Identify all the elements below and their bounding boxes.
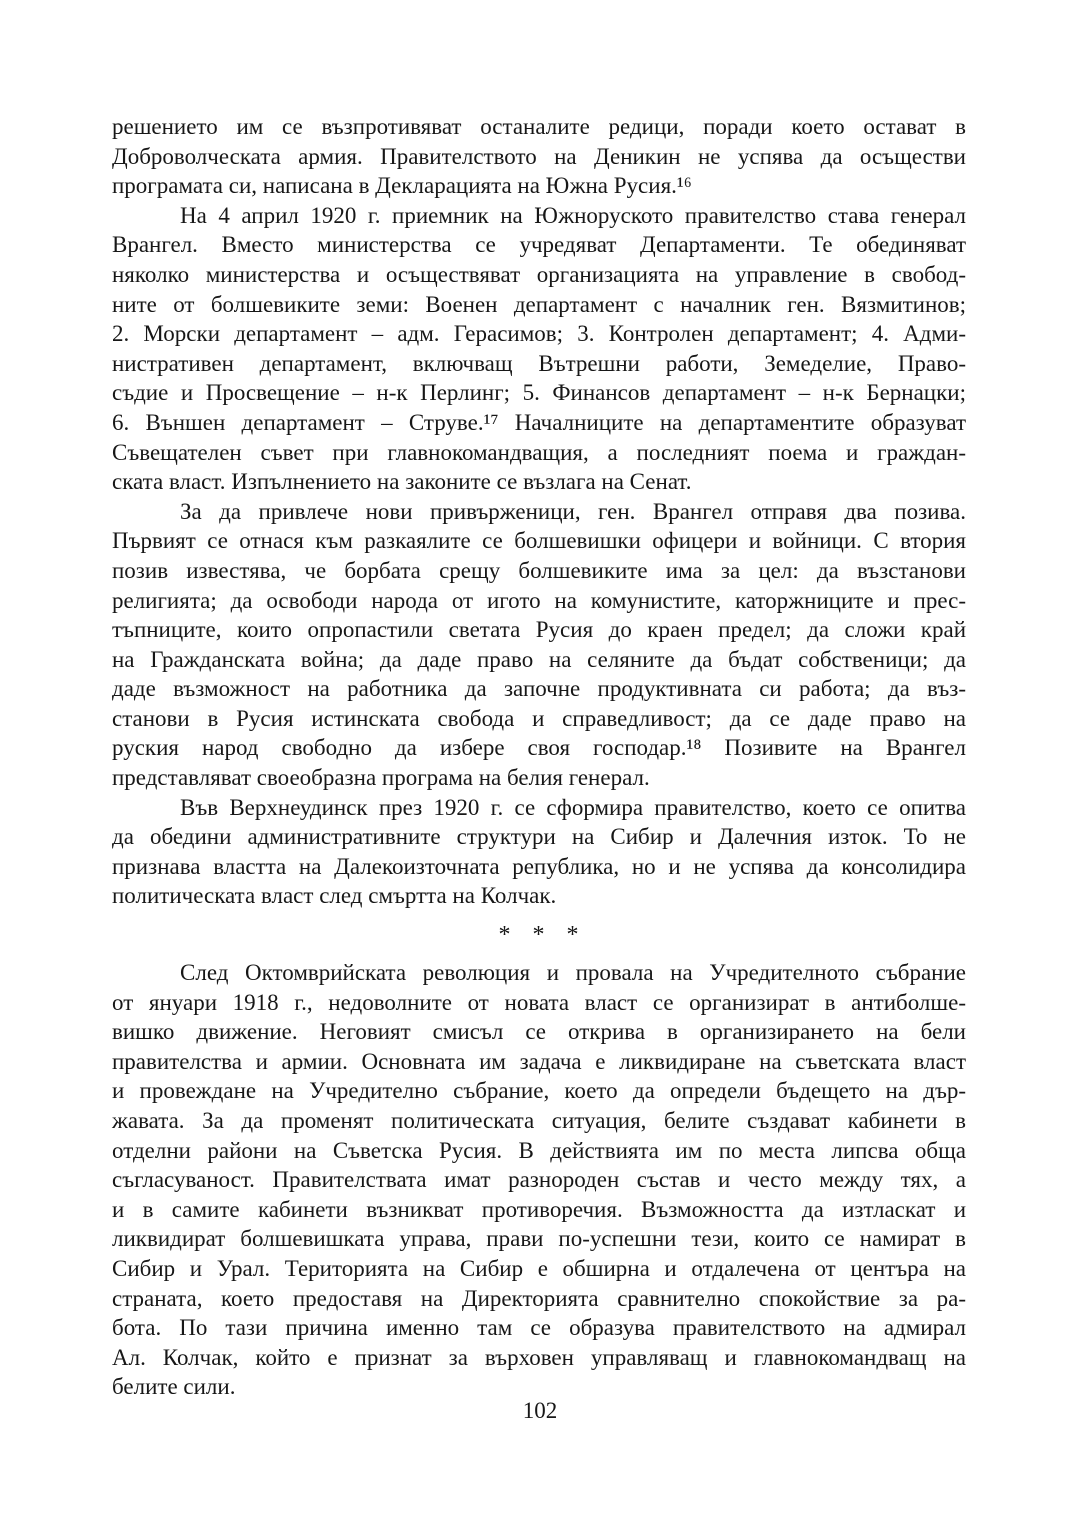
text-line: и в самите кабинети възникват противоречия. Възможността да изтласкат и	[112, 1196, 966, 1222]
text-line: Съвещателен съвет при главнокомандващия, а последният поема и граждан-	[112, 439, 966, 465]
paragraph	[112, 201, 966, 497]
text-line: руския народ свободно да избере своя господар.¹⁸ Позивите на Врангел	[112, 735, 966, 761]
text-line: няколко министерства и осъществяват организацията на управление в свобод-	[112, 261, 966, 287]
section-separator: * * *	[498, 922, 580, 949]
text-line: и провеждане на Учредително събрание, което да определи бъдещето на дър-	[112, 1078, 966, 1104]
text-line: нистративен департамент, включващ Вътрешни работи, Земеделие, Право-	[112, 350, 966, 376]
text-line: Сибир и Урал. Територията на Сибир е обширна и отдалечена от центъра на	[112, 1255, 966, 1281]
text-line: Врангел. Вместо министерства се учредяват Департаменти. Те обединяват	[112, 232, 966, 258]
text-line: 6. Външен департамент – Струве.¹⁷ Началниците на департаментите образуват	[112, 409, 966, 435]
text-line: ската власт. Изпълнението на законите се възлага на Сенат.	[112, 469, 692, 495]
text-line: След Октомврийската революция и провала на Учредителното събрание	[180, 960, 966, 986]
text-block	[112, 112, 966, 1402]
paragraph	[112, 497, 966, 793]
text-line: Ал. Колчак, който е признат за върховен управляващ и главнокомандващ на	[112, 1344, 966, 1370]
text-line: представляват своеобразна програма на белия генерал.	[112, 765, 650, 791]
text-line: на Гражданската война; да даде право на селяните да бъдат собственици; да	[112, 646, 966, 672]
text-line: съдие и Просвещение – н-к Перлинг; 5. Финансов департамент – н-к Бернацки;	[112, 380, 966, 406]
text-line: вишко движение. Неговият смисъл се открива в организирането на бели	[112, 1019, 966, 1045]
text-line: политическата власт след смъртта на Колчак.	[112, 883, 557, 909]
text-line: програмата си, написана в Декларацията на Южна Русия.¹⁶	[112, 173, 692, 199]
text-line: да обедини административните структури на Сибир и Далечния изток. То не	[112, 824, 966, 850]
text-line: Във Верхнеудинск през 1920 г. се сформира правителство, което се опитва	[180, 794, 966, 820]
text-line: отделни райони на Съветска Русия. В действията им по места липсва обща	[112, 1137, 966, 1163]
text-line: признава властта на Далекоизточната република, но и не успява да консолидира	[112, 853, 966, 879]
text-line: правителства и армии. Основната им задача е ликвидиране на съветската власт	[112, 1048, 966, 1074]
text-line: Първият се отнася към разкаялите се болшевишки офицери и войници. С втория	[112, 528, 966, 554]
text-line: станови в Русия истинската свобода и справедливост; да се даде право на	[112, 705, 966, 731]
text-line: решението им се възпротивяват останалите редици, поради което остават в	[112, 114, 966, 139]
paragraph	[112, 958, 966, 1402]
paragraph	[112, 112, 966, 201]
text-line: ликвидират болшевишката управа, прави по-успешни тези, които се намират в	[112, 1226, 966, 1252]
paragraph	[112, 793, 966, 911]
text-line: позив известява, че борбата срещу болшевиките има за цел: да възстанови	[112, 557, 966, 583]
text-line: съгласуваност. Правителствата имат разнороден състав и често между тях, а	[112, 1167, 966, 1193]
text-line: На 4 април 1920 г. приемник на Южноруското правителство става генерал	[180, 202, 966, 228]
text-line: жавата. За да променят политическата ситуация, белите създават кабинети в	[112, 1108, 966, 1133]
text-line: Доброволческата армия. Правителството на Деникин не успява да осъществи	[112, 143, 966, 169]
text-line: бота. По тази причина именно там се образува правителството на адмирал	[112, 1315, 966, 1341]
text-line: За да привлече нови привърженици, ген. Врангел отправя два позива.	[180, 498, 966, 524]
text-line: страната, което предоставя на Директорията сравнително спокойствие за ра-	[112, 1285, 966, 1311]
page-number: 102	[522, 1398, 558, 1423]
text-line: 2. Морски департамент – адм. Герасимов; 3. Контролен департамент; 4. Адми-	[112, 321, 966, 347]
text-line: даде възможност на работника да започне продуктивната си работа; да въз-	[112, 676, 966, 702]
text-line: белите сили.	[112, 1374, 236, 1400]
text-line: ните от болшевиките земи: Военен департамент с началник ген. Вязмитинов;	[112, 291, 966, 317]
text-line: тъпниците, които опропастили светата Русия до краен предел; да сложи край	[112, 617, 966, 643]
text-line: религията; да освободи народа от игото на комунистите, каторжниците и прес-	[112, 587, 966, 613]
text-line: от януари 1918 г., недоволните от новата власт се организират в антиболше-	[112, 989, 966, 1015]
